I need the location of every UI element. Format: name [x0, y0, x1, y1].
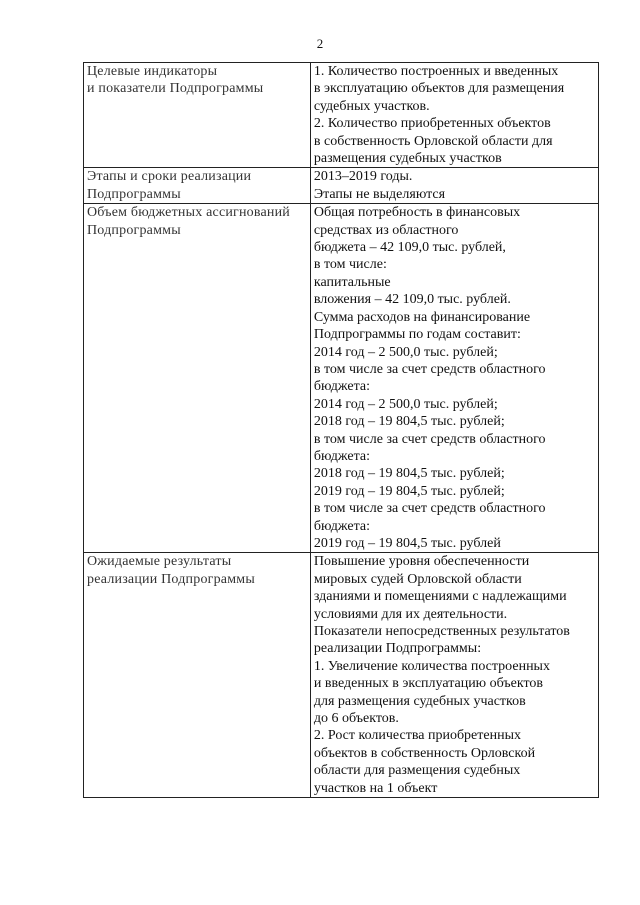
value-line: бюджета: [313, 379, 370, 395]
value-line: судебных участков. [313, 98, 430, 114]
value-line: 2019 год – 19 804,5 тыс. рублей; [313, 483, 505, 499]
row-value-cell [310, 63, 598, 168]
value-line: бюджета – 42 109,0 тыс. рублей, [313, 240, 506, 256]
value-line: условиями для их деятельности. [313, 606, 508, 622]
value-line: до 6 объектов. [313, 711, 399, 727]
value-line: 2014 год – 2 500,0 тыс. рублей; [313, 396, 498, 412]
value-line: размещения судебных участков [313, 151, 502, 167]
row-label-cell [84, 553, 311, 798]
label-line: Объем бюджетных ассигнований [87, 205, 290, 221]
value-line: объектов в собственность Орловской [313, 745, 536, 761]
row-value-cell [310, 204, 598, 553]
budget-allocation-row [84, 204, 599, 553]
row-label-cell [84, 63, 311, 168]
label-line: Подпрограммы [87, 222, 181, 238]
value-line: капитальные [313, 274, 391, 290]
stages-and-terms-row [84, 168, 599, 204]
value-line: средствах из областного [313, 222, 459, 238]
label-line: Подпрограммы [87, 186, 181, 202]
value-line: области для размещения судебных [313, 763, 521, 779]
row-label-cell [84, 204, 311, 553]
value-line: 2018 год – 19 804,5 тыс. рублей; [313, 414, 505, 430]
value-line: 2014 год – 2 500,0 тыс. рублей; [313, 344, 498, 360]
value-line: Сумма расходов на финансирование [313, 309, 531, 325]
label-line: Ожидаемые результаты [87, 554, 232, 570]
value-line: бюджета: [313, 448, 370, 464]
value-line: зданиями и помещениями с надлежащими [313, 589, 567, 605]
value-line: 2019 год – 19 804,5 тыс. рублей [313, 535, 501, 551]
label-line: Целевые индикаторы [87, 64, 218, 79]
value-line: для размещения судебных участков [313, 693, 526, 709]
value-line: мировых судей Орловской области [313, 571, 522, 587]
value-line: вложения – 42 109,0 тыс. рублей. [313, 292, 511, 308]
row-value-cell [310, 553, 598, 798]
value-line: в том числе за счет средств областного [313, 361, 546, 377]
value-line: участков на 1 объект [313, 780, 438, 796]
value-line: Этапы не выделяются [313, 186, 446, 202]
value-line: в том числе: [313, 257, 387, 273]
value-line: 1. Количество построенных и введенных [313, 64, 559, 79]
value-line: 2013–2019 годы. [313, 169, 413, 185]
row-value-cell [310, 168, 598, 204]
value-line: в том числе за счет средств областного [313, 431, 546, 447]
value-line: 2. Рост количества приобретенных [313, 728, 521, 744]
value-line: Подпрограммы по годам составит: [313, 327, 521, 343]
value-line: в эксплуатацию объектов для размещения [313, 81, 565, 97]
value-line: Общая потребность в финансовых [313, 205, 521, 221]
value-line: бюджета: [313, 518, 370, 534]
value-line: 1. Увеличение количества построенных [313, 658, 550, 674]
expected-results-row [84, 553, 599, 798]
value-line: и введенных в эксплуатацию объектов [313, 676, 544, 692]
value-line: Показатели непосредственных результатов [313, 624, 570, 639]
value-line: в том числе за счет средств областного [313, 501, 546, 517]
page-number: 2 [316, 36, 324, 51]
value-line: 2. Количество приобретенных объектов [313, 116, 551, 132]
passport-table [83, 62, 599, 798]
row-label-cell [84, 168, 311, 204]
label-line: реализации Подпрограммы [87, 571, 255, 587]
value-line: реализации Подпрограммы: [313, 641, 482, 657]
value-line: Повышение уровня обеспеченности [313, 554, 530, 570]
label-line: и показатели Подпрограммы [87, 81, 264, 97]
value-line: в собственность Орловской области для [313, 133, 553, 149]
label-line: Этапы и сроки реализации [87, 169, 252, 185]
target-indicators-row [84, 63, 599, 168]
value-line: 2018 год – 19 804,5 тыс. рублей; [313, 466, 505, 482]
